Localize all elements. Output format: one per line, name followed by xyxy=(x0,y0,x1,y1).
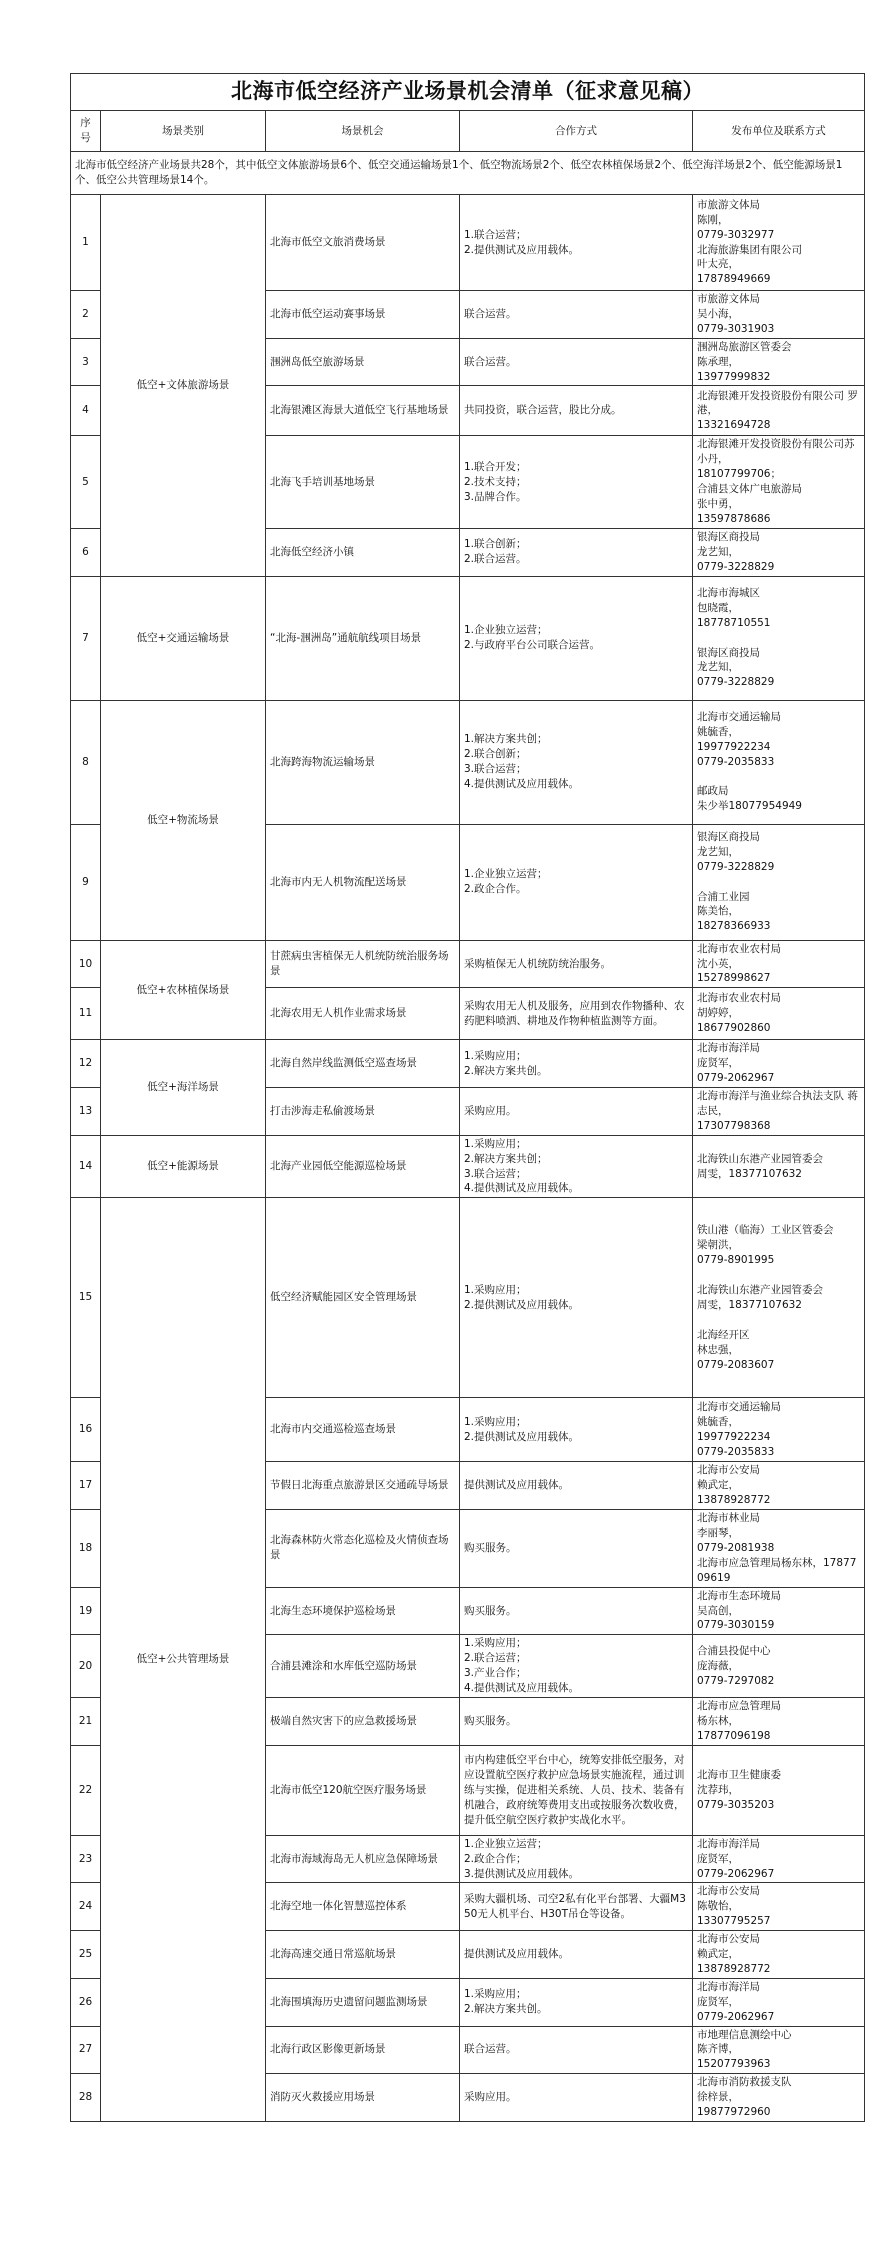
contact-info: 银海区商投局 龙艺知， 0779-3228829 合浦工业园 陈美怡， 18278366933 xyxy=(693,824,865,940)
contact-info: 北海市交通运输局 姚毓香， 19977922234 0779-2035833 xyxy=(693,1398,865,1462)
scene-name: 北海市内无人机物流配送场景 xyxy=(266,824,460,940)
row-index: 9 xyxy=(71,824,101,940)
contact-info: 涠洲岛旅游区管委会 陈承理， 13977999832 xyxy=(693,338,865,386)
scene-name: 北海跨海物流运输场景 xyxy=(266,700,460,824)
row-index: 26 xyxy=(71,1978,101,2026)
table-row xyxy=(71,195,865,291)
scene-name: 北海围填海历史遗留问题监测场景 xyxy=(266,1978,460,2026)
scene-name: 北海森林防火常态化巡检及火情侦查场景 xyxy=(266,1510,460,1588)
contact-info: 北海市公安局 赖武定， 13878928772 xyxy=(693,1462,865,1510)
category-cell: 低空+海洋场景 xyxy=(101,1040,266,1135)
scene-name: 北海空地一体化智慧巡控体系 xyxy=(266,1883,460,1931)
contact-info: 北海市卫生健康委 沈荐玮， 0779-3035203 xyxy=(693,1745,865,1835)
coop-method: 购买服务。 xyxy=(460,1510,693,1588)
scene-name: 北海高速交通日常巡航场景 xyxy=(266,1931,460,1979)
summary-row xyxy=(71,152,865,195)
coop-method: 购买服务。 xyxy=(460,1587,693,1635)
scene-name: 北海自然岸线监测低空巡查场景 xyxy=(266,1040,460,1088)
header-contact: 发布单位及联系方式 xyxy=(693,111,865,152)
contact-info: 北海市海洋局 庞贤军， 0779-2062967 xyxy=(693,1835,865,1883)
contact-info: 北海市应急管理局 杨东林， 17877096198 xyxy=(693,1697,865,1745)
category-cell: 低空+能源场景 xyxy=(101,1135,266,1198)
row-index: 6 xyxy=(71,528,101,576)
row-index: 1 xyxy=(71,195,101,291)
row-index: 17 xyxy=(71,1462,101,1510)
contact-info: 北海市农业农村局 胡婷婷， 18677902860 xyxy=(693,988,865,1040)
scene-name: 北海农用无人机作业需求场景 xyxy=(266,988,460,1040)
header-scene: 场景机会 xyxy=(266,111,460,152)
coop-method: 1.采购应用； 2.提供测试及应用载体。 xyxy=(460,1398,693,1462)
scene-name: 极端自然灾害下的应急救援场景 xyxy=(266,1697,460,1745)
contact-info: 市地理信息测绘中心 陈齐博， 15207793963 xyxy=(693,2026,865,2074)
row-index: 5 xyxy=(71,436,101,528)
scene-name: 北海银滩区海景大道低空飞行基地场景 xyxy=(266,386,460,436)
contact-info: 北海市公安局 赖武定， 13878928772 xyxy=(693,1931,865,1979)
row-index: 11 xyxy=(71,988,101,1040)
row-index: 7 xyxy=(71,576,101,700)
row-index: 15 xyxy=(71,1198,101,1398)
coop-method: 1.采购应用； 2.提供测试及应用载体。 xyxy=(460,1198,693,1398)
summary-text: 北海市低空经济产业场景共28个，其中低空文体旅游场景6个、低空交通运输场景1个、低空物流场景2个、低空农林植保场景2个、低空海洋场景2个、低空能源场景1个、低空公共管理场景14个。 xyxy=(71,152,865,195)
category-cell: 低空+农林植保场景 xyxy=(101,940,266,1040)
coop-method: 采购农用无人机及服务，应用到农作物播种、农药肥料喷洒、耕地及作物种植监测等方面。 xyxy=(460,988,693,1040)
page-title: 北海市低空经济产业场景机会清单（征求意见稿） xyxy=(71,74,865,111)
scene-name: 北海市低空120航空医疗服务场景 xyxy=(266,1745,460,1835)
row-index: 8 xyxy=(71,700,101,824)
coop-method: 采购大疆机场、司空2私有化平台部署、大疆M350无人机平台、H30T吊仓等设备。 xyxy=(460,1883,693,1931)
scene-name: 合浦县滩涂和水库低空巡防场景 xyxy=(266,1635,460,1698)
title-row xyxy=(71,74,865,111)
scene-name: 北海产业园低空能源巡检场景 xyxy=(266,1135,460,1198)
contact-info: 市旅游文体局 吴小海， 0779-3031903 xyxy=(693,291,865,339)
scene-name: 北海市低空文旅消费场景 xyxy=(266,195,460,291)
row-index: 21 xyxy=(71,1697,101,1745)
coop-method: 1.解决方案共创； 2.联合创新； 3.联合运营； 4.提供测试及应用载体。 xyxy=(460,700,693,824)
category-cell: 低空+物流场景 xyxy=(101,700,266,940)
category-cell: 低空+公共管理场景 xyxy=(101,1198,266,2122)
row-index: 2 xyxy=(71,291,101,339)
table-row xyxy=(71,576,865,700)
coop-method: 采购植保无人机统防统治服务。 xyxy=(460,940,693,988)
coop-method: 1.联合运营； 2.提供测试及应用载体。 xyxy=(460,195,693,291)
header-coop: 合作方式 xyxy=(460,111,693,152)
contact-info: 北海银滩开发投资股份有限公司苏小丹， 18107799706； 合浦县文体广电旅游局 张中勇， 13597878686 xyxy=(693,436,865,528)
row-index: 20 xyxy=(71,1635,101,1698)
table-row xyxy=(71,940,865,988)
coop-method: 1.采购应用； 2.解决方案共创。 xyxy=(460,1978,693,2026)
coop-method: 采购应用。 xyxy=(460,2074,693,2122)
coop-method: 1.采购应用； 2.解决方案共创。 xyxy=(460,1040,693,1088)
coop-method: 联合运营。 xyxy=(460,338,693,386)
scene-name: 北海市海域海岛无人机应急保障场景 xyxy=(266,1835,460,1883)
scene-name: 北海生态环境保护巡检场景 xyxy=(266,1587,460,1635)
coop-method: 联合运营。 xyxy=(460,291,693,339)
contact-info: 北海银滩开发投资股份有限公司 罗港， 13321694728 xyxy=(693,386,865,436)
contact-info: 北海市生态环境局 吴高创， 0779-3030159 xyxy=(693,1587,865,1635)
scene-name: 北海飞手培训基地场景 xyxy=(266,436,460,528)
contact-info: 北海市海洋局 庞贤军， 0779-2062967 xyxy=(693,1040,865,1088)
coop-method: 联合运营。 xyxy=(460,2026,693,2074)
row-index: 13 xyxy=(71,1088,101,1136)
coop-method: 共同投资，联合运营，股比分成。 xyxy=(460,386,693,436)
table-row xyxy=(71,1135,865,1198)
header-row xyxy=(71,111,865,152)
scene-name: 北海市低空运动赛事场景 xyxy=(266,291,460,339)
contact-info: 北海市交通运输局 姚毓香， 19977922234 0779-2035833 邮政局 朱少举18077954949 xyxy=(693,700,865,824)
row-index: 14 xyxy=(71,1135,101,1198)
row-index: 25 xyxy=(71,1931,101,1979)
scene-name: 打击涉海走私偷渡场景 xyxy=(266,1088,460,1136)
contact-info: 北海市海洋与渔业综合执法支队 蒋志民， 17307798368 xyxy=(693,1088,865,1136)
coop-method: 1.联合创新； 2.联合运营。 xyxy=(460,528,693,576)
coop-method: 采购应用。 xyxy=(460,1088,693,1136)
table-row xyxy=(71,1198,865,1398)
row-index: 18 xyxy=(71,1510,101,1588)
scene-name: 节假日北海重点旅游景区交通疏导场景 xyxy=(266,1462,460,1510)
coop-method: 购买服务。 xyxy=(460,1697,693,1745)
contact-info: 北海市海城区 包晓霞， 18778710551 银海区商投局 龙艺知， 0779-3228829 xyxy=(693,576,865,700)
contact-info: 北海市公安局 陈敬怡， 13307795257 xyxy=(693,1883,865,1931)
row-index: 16 xyxy=(71,1398,101,1462)
scene-name: 低空经济赋能园区安全管理场景 xyxy=(266,1198,460,1398)
coop-method: 市内构建低空平台中心，统筹安排低空服务，对应设置航空医疗救护应急场景实施流程，通过训练与实操，促进相关系统、人员、技术、装备有机融合，政府统筹费用支出或按服务次数收费，提升低空航空医疗救护实战化水平。 xyxy=(460,1745,693,1835)
table-row xyxy=(71,1040,865,1088)
row-index: 24 xyxy=(71,1883,101,1931)
coop-method: 1.企业独立运营； 2.与政府平台公司联合运营。 xyxy=(460,576,693,700)
category-cell: 低空+文体旅游场景 xyxy=(101,195,266,577)
scene-name: 消防灭火救援应用场景 xyxy=(266,2074,460,2122)
coop-method: 提供测试及应用载体。 xyxy=(460,1462,693,1510)
contact-info: 合浦县投促中心 庞海薇， 0779-7297082 xyxy=(693,1635,865,1698)
document-page xyxy=(70,73,864,2122)
scene-name: “北海-涠洲岛”通航航线项目场景 xyxy=(266,576,460,700)
contact-info: 市旅游文体局 陈刚， 0779-3032977 北海旅游集团有限公司 叶太亮， 17878949669 xyxy=(693,195,865,291)
coop-method: 1.采购应用； 2.联合运营； 3.产业合作； 4.提供测试及应用载体。 xyxy=(460,1635,693,1698)
scene-name: 甘蔗病虫害植保无人机统防统治服务场景 xyxy=(266,940,460,988)
coop-method: 1.采购应用； 2.解决方案共创； 3.联合运营； 4.提供测试及应用载体。 xyxy=(460,1135,693,1198)
row-index: 28 xyxy=(71,2074,101,2122)
coop-method: 1.企业独立运营； 2.政企合作。 xyxy=(460,824,693,940)
row-index: 4 xyxy=(71,386,101,436)
row-index: 23 xyxy=(71,1835,101,1883)
header-index: 序 号 xyxy=(71,111,101,152)
coop-method: 1.企业独立运营； 2.政企合作； 3.提供测试及应用载体。 xyxy=(460,1835,693,1883)
coop-method: 1.联合开发； 2.技术支持； 3.品牌合作。 xyxy=(460,436,693,528)
row-index: 19 xyxy=(71,1587,101,1635)
scene-name: 北海低空经济小镇 xyxy=(266,528,460,576)
scene-name: 涠洲岛低空旅游场景 xyxy=(266,338,460,386)
contact-info: 银海区商投局 龙艺知， 0779-3228829 xyxy=(693,528,865,576)
row-index: 12 xyxy=(71,1040,101,1088)
contact-info: 北海市消防救援支队 徐梓景， 19877972960 xyxy=(693,2074,865,2122)
coop-method: 提供测试及应用载体。 xyxy=(460,1931,693,1979)
scene-name: 北海行政区影像更新场景 xyxy=(266,2026,460,2074)
contact-info: 北海铁山东港产业园管委会 周雯，18377107632 xyxy=(693,1135,865,1198)
contact-info: 北海市海洋局 庞贤军， 0779-2062967 xyxy=(693,1978,865,2026)
contact-info: 北海市农业农村局 沈小英， 15278998627 xyxy=(693,940,865,988)
row-index: 10 xyxy=(71,940,101,988)
row-index: 22 xyxy=(71,1745,101,1835)
category-cell: 低空+交通运输场景 xyxy=(101,576,266,700)
row-index: 3 xyxy=(71,338,101,386)
table-row xyxy=(71,700,865,824)
row-index: 27 xyxy=(71,2026,101,2074)
scene-table xyxy=(70,73,865,2122)
contact-info: 北海市林业局 李丽琴， 0779-2081938 北海市应急管理局杨东林，1787709619 xyxy=(693,1510,865,1588)
header-category: 场景类别 xyxy=(101,111,266,152)
scene-name: 北海市内交通巡检巡查场景 xyxy=(266,1398,460,1462)
contact-info: 铁山港（临海）工业区管委会 梁朝洪， 0779-8901995 北海铁山东港产业园管委会 周雯，18377107632 北海经开区 林忠强， 0779-2083607 xyxy=(693,1198,865,1398)
